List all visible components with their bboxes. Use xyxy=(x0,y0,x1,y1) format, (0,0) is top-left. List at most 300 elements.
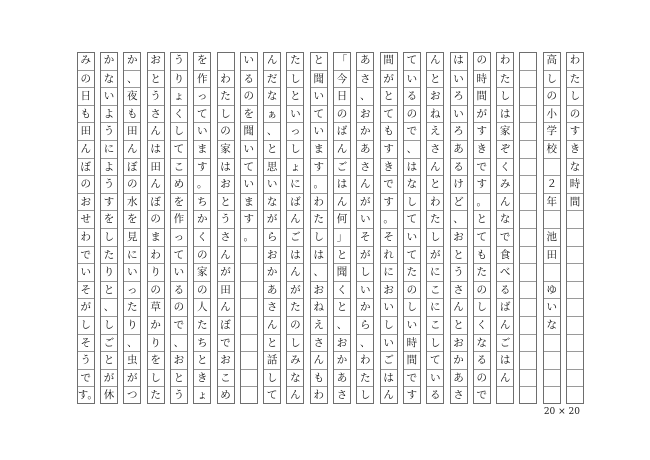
manuscript-column xyxy=(193,52,211,404)
manuscript-cell: ん xyxy=(451,298,467,316)
manuscript-cell: う xyxy=(101,175,117,193)
manuscript-cell: で xyxy=(78,369,94,387)
manuscript-cell: な xyxy=(264,193,280,211)
manuscript-cell xyxy=(241,246,257,264)
manuscript-cell xyxy=(520,175,536,193)
manuscript-cell: ん xyxy=(427,158,443,176)
manuscript-cell: さ xyxy=(311,334,327,352)
manuscript-cell: に xyxy=(381,263,397,281)
manuscript-cell: な xyxy=(287,369,303,387)
manuscript-cell: 家 xyxy=(218,140,234,158)
manuscript-cell: 聞 xyxy=(241,122,257,140)
manuscript-cell: た xyxy=(148,386,164,404)
manuscript-cell: そ xyxy=(78,334,94,352)
manuscript-cell: に xyxy=(427,263,443,281)
manuscript-cell xyxy=(520,316,536,334)
manuscript-cell: に xyxy=(124,246,140,264)
manuscript-column xyxy=(519,52,537,404)
manuscript-cell: 人 xyxy=(194,298,210,316)
manuscript-cell: 」 xyxy=(334,228,350,246)
manuscript-cell: う xyxy=(218,210,234,228)
manuscript-column xyxy=(217,52,235,404)
manuscript-cell: ぼ xyxy=(148,193,164,211)
manuscript-cell: 作 xyxy=(194,70,210,88)
manuscript-column xyxy=(310,52,328,404)
manuscript-cell: す xyxy=(381,193,397,211)
manuscript-cell xyxy=(241,281,257,299)
manuscript-column xyxy=(170,52,188,404)
manuscript-cell: こ xyxy=(171,158,187,176)
manuscript-cell: つ xyxy=(124,386,140,404)
manuscript-cell: て xyxy=(381,105,397,123)
manuscript-cell xyxy=(567,210,583,228)
manuscript-cell: ご xyxy=(101,334,117,352)
manuscript-cell: 、 xyxy=(334,316,350,334)
manuscript-cell: な xyxy=(497,210,513,228)
manuscript-cell: い xyxy=(404,70,420,88)
manuscript-cell: と xyxy=(334,246,350,264)
manuscript-cell: 。 xyxy=(241,228,257,246)
manuscript-cell: と xyxy=(474,210,490,228)
manuscript-cell: が xyxy=(218,263,234,281)
manuscript-column xyxy=(380,52,398,404)
manuscript-cell: の xyxy=(567,105,583,123)
manuscript-cell: さ xyxy=(334,386,350,404)
manuscript-cell: み xyxy=(287,351,303,369)
manuscript-cell: の xyxy=(287,316,303,334)
manuscript-cell: な xyxy=(101,70,117,88)
manuscript-cell: と xyxy=(264,140,280,158)
manuscript-cell: ち xyxy=(194,334,210,352)
manuscript-cell: ろ xyxy=(451,122,467,140)
manuscript-cell: 池 xyxy=(544,228,560,246)
manuscript-cell: ん xyxy=(334,193,350,211)
manuscript-cell: い xyxy=(78,263,94,281)
manuscript-cell: う xyxy=(171,386,187,404)
manuscript-cell: く xyxy=(194,228,210,246)
manuscript-cell: す。 xyxy=(78,386,94,404)
manuscript-cell: と xyxy=(194,351,210,369)
manuscript-cell: 「 xyxy=(336,54,348,66)
manuscript-cell: が xyxy=(357,246,373,264)
manuscript-cell xyxy=(544,386,560,404)
manuscript-cell xyxy=(520,369,536,387)
manuscript-cell xyxy=(218,52,234,70)
manuscript-column xyxy=(77,52,98,404)
manuscript-cell: さ xyxy=(427,140,443,158)
manuscript-cell: た xyxy=(287,298,303,316)
manuscript-cell xyxy=(520,122,536,140)
manuscript-cell: に xyxy=(427,298,443,316)
manuscript-cell: そ xyxy=(78,281,94,299)
manuscript-cell: い xyxy=(101,87,117,105)
manuscript-cell: い xyxy=(451,105,467,123)
manuscript-cell: で xyxy=(404,369,420,387)
manuscript-cell xyxy=(241,334,257,352)
manuscript-cell: あ xyxy=(451,369,467,387)
manuscript-cell: き xyxy=(194,369,210,387)
manuscript-cell: い xyxy=(124,263,140,281)
manuscript-cell: の xyxy=(194,281,210,299)
manuscript-cell: か xyxy=(264,263,280,281)
manuscript-cell: よ xyxy=(101,158,117,176)
manuscript-cell: お xyxy=(334,334,350,352)
manuscript-cell: 夜 xyxy=(124,87,140,105)
manuscript-cell: い xyxy=(451,70,467,88)
manuscript-cell: と xyxy=(451,316,467,334)
manuscript-cell: す xyxy=(474,122,490,140)
manuscript-cell: お xyxy=(381,281,397,299)
manuscript-cell: の xyxy=(404,105,420,123)
manuscript-cell: 。 xyxy=(381,210,397,228)
manuscript-column xyxy=(240,52,258,404)
manuscript-cell: あ xyxy=(360,54,371,66)
manuscript-column xyxy=(100,52,118,404)
manuscript-cell xyxy=(520,334,536,352)
manuscript-cell: な xyxy=(474,334,490,352)
manuscript-cell: の xyxy=(474,369,490,387)
manuscript-cell: み xyxy=(497,175,513,193)
manuscript-cell: り xyxy=(171,70,187,88)
manuscript-cell: い xyxy=(171,263,187,281)
manuscript-cell: い xyxy=(311,122,327,140)
manuscript-cell: と xyxy=(287,87,303,105)
manuscript-cell: ん xyxy=(124,140,140,158)
manuscript-cell: さ xyxy=(357,158,373,176)
manuscript-cell: に xyxy=(101,140,117,158)
manuscript-cell: ご xyxy=(287,228,303,246)
manuscript-cell: す xyxy=(311,158,327,176)
manuscript-cell: す xyxy=(567,122,583,140)
manuscript-cell: す xyxy=(241,210,257,228)
manuscript-cell: っ xyxy=(287,122,303,140)
manuscript-cell: で xyxy=(474,386,490,404)
manuscript-cell: で xyxy=(474,158,490,176)
manuscript-cell: ん xyxy=(287,386,303,404)
manuscript-cell: え xyxy=(427,122,443,140)
manuscript-cell: が xyxy=(124,369,140,387)
manuscript-cell: し xyxy=(101,316,117,334)
manuscript-cell: か xyxy=(334,351,350,369)
manuscript-cell: は xyxy=(334,175,350,193)
manuscript-cell: を xyxy=(196,54,208,66)
manuscript-cell: 日 xyxy=(334,87,350,105)
manuscript-cell: た xyxy=(427,210,443,228)
manuscript-cell xyxy=(241,369,257,387)
manuscript-cell: い xyxy=(264,175,280,193)
manuscript-cell: が xyxy=(264,210,280,228)
manuscript-cell: め xyxy=(171,175,187,193)
manuscript-cell: と xyxy=(451,246,467,264)
manuscript-cell: 。 xyxy=(474,193,490,211)
manuscript-cell: か xyxy=(103,54,115,66)
manuscript-cell: か xyxy=(148,316,164,334)
manuscript-cell: わ xyxy=(499,54,511,66)
manuscript-cell: ち xyxy=(194,193,210,211)
manuscript-cell: 時 xyxy=(404,334,420,352)
manuscript-cell: お xyxy=(451,334,467,352)
manuscript-cell: ど xyxy=(451,193,467,211)
manuscript-cell: は xyxy=(453,54,464,66)
manuscript-cell: あ xyxy=(357,140,373,158)
manuscript-cell: 、 xyxy=(124,334,140,352)
manuscript-cell: か xyxy=(451,351,467,369)
manuscript-cell: の xyxy=(78,70,94,88)
manuscript-cell: と xyxy=(101,351,117,369)
manuscript-cell: と xyxy=(171,369,187,387)
manuscript-cell: る xyxy=(404,87,420,105)
manuscript-cell: る xyxy=(171,281,187,299)
manuscript-cell: 作 xyxy=(171,210,187,228)
manuscript-cell: ん xyxy=(218,298,234,316)
manuscript-cell: 、 xyxy=(404,140,420,158)
manuscript-cell: は xyxy=(404,158,420,176)
manuscript-cell: の xyxy=(474,281,490,299)
manuscript-cell: ま xyxy=(194,140,210,158)
manuscript-cell: が xyxy=(101,369,117,387)
manuscript-cell: し xyxy=(218,105,234,123)
manuscript-cell: り xyxy=(124,316,140,334)
manuscript-cell: ね xyxy=(427,105,443,123)
manuscript-cell: た xyxy=(497,70,513,88)
manuscript-cell: か xyxy=(357,122,373,140)
manuscript-cell: 。 xyxy=(194,175,210,193)
manuscript-cell: き xyxy=(381,158,397,176)
manuscript-cell: お xyxy=(264,246,280,264)
manuscript-cell: い xyxy=(544,298,560,316)
manuscript-cell: お xyxy=(451,228,467,246)
manuscript-cell: と xyxy=(313,54,324,66)
manuscript-cell: べ xyxy=(497,263,513,281)
manuscript-cell: し xyxy=(264,369,280,387)
manuscript-cell: し xyxy=(357,263,373,281)
manuscript-cell: と xyxy=(427,175,443,193)
manuscript-cell: す xyxy=(194,158,210,176)
manuscript-cell: お xyxy=(357,105,373,123)
manuscript-cell xyxy=(544,351,560,369)
manuscript-cell: 。 xyxy=(311,175,327,193)
manuscript-cell: い xyxy=(243,54,255,66)
manuscript-cell: が xyxy=(78,298,94,316)
manuscript-cell: な xyxy=(404,175,420,193)
manuscript-cell: い xyxy=(194,122,210,140)
manuscript-cell: 田 xyxy=(124,122,140,140)
manuscript-cell: た xyxy=(311,210,327,228)
manuscript-cell: た xyxy=(567,70,583,88)
manuscript-cell: く xyxy=(474,316,490,334)
manuscript-cell xyxy=(567,228,583,246)
manuscript-cell xyxy=(567,281,583,299)
manuscript-cell xyxy=(520,298,536,316)
manuscript-cell: で xyxy=(171,316,187,334)
manuscript-cell: わ xyxy=(148,246,164,264)
manuscript-column xyxy=(263,52,281,404)
manuscript-cell: の xyxy=(124,175,140,193)
manuscript-cell: と xyxy=(218,193,234,211)
manuscript-column xyxy=(333,52,351,404)
manuscript-cell: も xyxy=(311,369,327,387)
manuscript-cell: は xyxy=(497,105,513,123)
manuscript-cell: 田 xyxy=(544,246,560,264)
manuscript-cell: さ xyxy=(451,386,467,404)
manuscript-cell: た xyxy=(357,369,373,387)
manuscript-cell: に xyxy=(287,175,303,193)
manuscript-cell xyxy=(241,263,257,281)
manuscript-column xyxy=(450,52,468,404)
manuscript-cell: の xyxy=(148,281,164,299)
manuscript-cell: り xyxy=(148,334,164,352)
manuscript-cell: め xyxy=(218,386,234,404)
manuscript-cell: 間 xyxy=(567,193,583,211)
manuscript-cell: ん xyxy=(264,316,280,334)
manuscript-cell: し xyxy=(171,122,187,140)
manuscript-cell: を xyxy=(171,193,187,211)
manuscript-cell: て xyxy=(404,210,420,228)
manuscript-cell: さ xyxy=(264,298,280,316)
manuscript-cell: 、 xyxy=(101,298,117,316)
manuscript-cell: る xyxy=(474,351,490,369)
manuscript-cell: て xyxy=(264,386,280,404)
manuscript-cell xyxy=(544,334,560,352)
manuscript-cell: し xyxy=(287,140,303,158)
manuscript-cell: す xyxy=(101,193,117,211)
manuscript-cell: ら xyxy=(264,228,280,246)
manuscript-cell: ば xyxy=(287,193,303,211)
manuscript-cell xyxy=(241,298,257,316)
manuscript-cell: あ xyxy=(264,281,280,299)
manuscript-cell xyxy=(567,351,583,369)
manuscript-cell: な xyxy=(567,158,583,176)
manuscript-cell: 、 xyxy=(311,263,327,281)
manuscript-cell: ろ xyxy=(451,87,467,105)
manuscript-cell: ん xyxy=(287,263,303,281)
manuscript-cell: し xyxy=(497,87,513,105)
manuscript-cell: が xyxy=(427,246,443,264)
manuscript-cell: い xyxy=(241,140,257,158)
manuscript-cell: お xyxy=(171,351,187,369)
manuscript-cell: こ xyxy=(427,281,443,299)
manuscript-cell: そ xyxy=(381,228,397,246)
manuscript-cell xyxy=(520,70,536,88)
manuscript-cell: い xyxy=(241,175,257,193)
manuscript-cell: ょ xyxy=(194,386,210,404)
manuscript-cell: ぼ xyxy=(78,158,94,176)
manuscript-cell: こ xyxy=(427,316,443,334)
manuscript-cell: で xyxy=(78,246,94,264)
manuscript-cell: 、 xyxy=(124,70,140,88)
manuscript-cell: っ xyxy=(124,281,140,299)
manuscript-sheet xyxy=(66,52,584,404)
manuscript-cell: る xyxy=(241,70,257,88)
manuscript-cell: た xyxy=(290,54,301,66)
manuscript-cell: の xyxy=(334,105,350,123)
manuscript-cell: ん xyxy=(311,351,327,369)
manuscript-cell xyxy=(520,87,536,105)
manuscript-cell: ん xyxy=(357,175,373,193)
manuscript-cell: し xyxy=(427,228,443,246)
manuscript-cell xyxy=(567,263,583,281)
manuscript-cell: の xyxy=(148,210,164,228)
manuscript-cell: 、 xyxy=(451,210,467,228)
manuscript-cell xyxy=(497,386,513,404)
manuscript-cell: ん xyxy=(334,140,350,158)
manuscript-cell: も xyxy=(474,246,490,264)
manuscript-cell: を xyxy=(101,210,117,228)
manuscript-cell: は xyxy=(287,246,303,264)
manuscript-cell xyxy=(520,263,536,281)
manuscript-cell: 虫 xyxy=(124,351,140,369)
manuscript-cell: う xyxy=(451,263,467,281)
manuscript-cell: あ xyxy=(334,369,350,387)
manuscript-cell: い xyxy=(381,298,397,316)
manuscript-cell xyxy=(520,140,536,158)
manuscript-cell: し xyxy=(544,70,560,88)
manuscript-cell: ん xyxy=(429,54,441,66)
manuscript-cell: 間 xyxy=(383,54,394,66)
manuscript-cell: く xyxy=(334,281,350,299)
manuscript-cell: た xyxy=(474,263,490,281)
manuscript-cell: ぞ xyxy=(497,140,513,158)
manuscript-cell: よ xyxy=(101,105,117,123)
manuscript-cell: て xyxy=(311,105,327,123)
manuscript-cell: り xyxy=(101,263,117,281)
manuscript-cell: う xyxy=(78,351,94,369)
manuscript-cell: ん xyxy=(497,369,513,387)
manuscript-cell: い xyxy=(381,334,397,352)
manuscript-cell: が xyxy=(357,193,373,211)
manuscript-cell: 時 xyxy=(567,175,583,193)
manuscript-cell: の xyxy=(404,281,420,299)
manuscript-cell: せ xyxy=(78,210,94,228)
manuscript-column xyxy=(543,52,561,404)
manuscript-cell: ん xyxy=(78,140,94,158)
manuscript-cell: さ xyxy=(357,70,373,88)
manuscript-cell: 聞 xyxy=(334,263,350,281)
manuscript-cell: は xyxy=(148,140,164,158)
manuscript-cell: い xyxy=(311,87,327,105)
manuscript-column xyxy=(403,52,421,404)
manuscript-cell: し xyxy=(427,334,443,352)
manuscript-cell: が xyxy=(287,281,303,299)
manuscript-cell: 水 xyxy=(124,193,140,211)
manuscript-cell: ま xyxy=(311,140,327,158)
manuscript-cell: て xyxy=(171,246,187,264)
manuscript-cell: た xyxy=(124,298,140,316)
manuscript-cell: わ xyxy=(78,228,94,246)
manuscript-cell: し xyxy=(567,87,583,105)
manuscript-cell: 、 xyxy=(357,334,373,352)
manuscript-column xyxy=(426,52,444,404)
manuscript-cell: 聞 xyxy=(311,70,327,88)
manuscript-cell xyxy=(567,316,583,334)
manuscript-cell: は xyxy=(218,158,234,176)
manuscript-cell: の xyxy=(171,298,187,316)
manuscript-cell: し xyxy=(311,228,327,246)
manuscript-cell: し xyxy=(101,228,117,246)
manuscript-cell: い xyxy=(404,228,420,246)
manuscript-column xyxy=(147,52,165,404)
manuscript-cell: み xyxy=(80,54,91,66)
manuscript-cell xyxy=(520,158,536,176)
manuscript-cell: ん xyxy=(218,246,234,264)
manuscript-cell: う xyxy=(148,87,164,105)
manuscript-cell: 年 xyxy=(544,193,560,211)
manuscript-cell xyxy=(520,52,536,70)
manuscript-cell: 見 xyxy=(124,228,140,246)
manuscript-cell xyxy=(520,281,536,299)
manuscript-cell: す xyxy=(381,140,397,158)
manuscript-cell: す xyxy=(404,386,420,404)
